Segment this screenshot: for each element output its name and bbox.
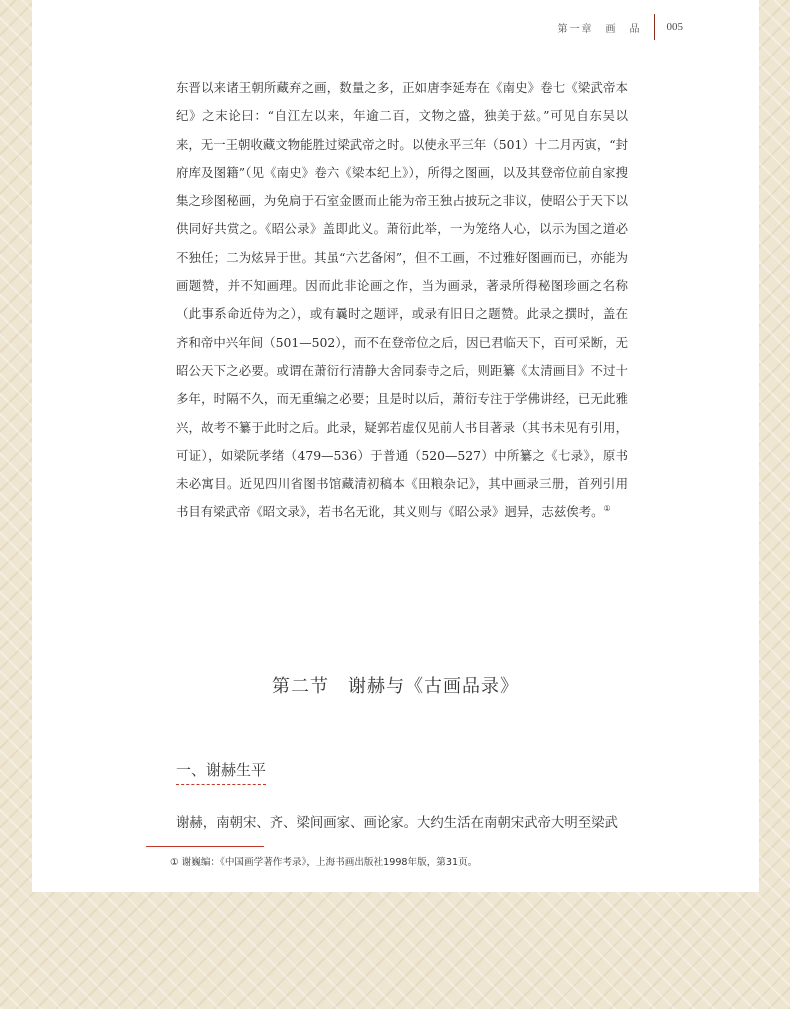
running-header: [558, 14, 684, 40]
footnote: ① 谢巍编：《中国画学著作考录》，上海书画出版社1998年版，第31页。: [170, 857, 478, 868]
body-paragraph-text: 东晋以来诸王朝所藏弃之画，数量之多，正如唐李延寿在《南史》卷七《梁武帝本纪》之末论曰：“自江左以来，年逾二百，文物之盛，独美于兹。”可见自东吴以来，无一王朝收藏文物能胜过梁武帝之时。以使永平三年（501）十二月丙寅，“封府库及图籍”（见《南史》卷六《梁本纪上》），所得之图画，以及其登帝位前自家搜集之珍图秘画，为免扃于石室金匮而止能为帝王独占披玩之非议，使昭公于天下以供同好共赏之。《昭公录》盖即此义。萧衍此举，一为笼络人心，以示为国之道必不独任；二为炫异于世。其虽“六艺备闲”，但不工画，不过雅好图画而已，亦能为画题赞，并不知画理。因而此非论画之作，当为画录，著录所得秘图珍画之名称（此事系命近侍为之），或有曩时之题评，或录有旧日之题赞。此录之撰时，盖在齐和帝中兴年间（501—502），而不在登帝位之后，因已君临天下，百可采断，无昭公天下之必要。或谓在萧衍行清静大舍同泰寺之后，则距纂《太清画目》不过十多年，时隔不久，而无重编之必要；且是时以后，萧衍专注于学佛讲经，已无此雅兴，故考不纂于此时之后。此录，疑郭若虚仅见前人书目著录（其书未见有引用，可证），如梁阮孝绪（479—536）于普通（520—527）中所纂之《七录》，原书未必寓目。近见四川省图书馆藏清初稿本《田粮杂记》，其中画录三册，首列引用书目有梁武帝《昭文录》，若书名无讹，其义则与《昭公录》迥异，志兹俟考。: [176, 80, 628, 520]
book-page: [32, 0, 759, 892]
paragraph-2: 谢赫，南朝宋、齐、梁间画家、画论家。大约生活在南朝宋武帝大明至梁武: [176, 816, 618, 831]
footnote-marker: ①: [603, 504, 611, 514]
page-number: 005: [666, 21, 683, 33]
footnote-divider: [146, 846, 264, 847]
header-divider: [654, 14, 655, 40]
chapter-title: 第一章 画 品: [557, 23, 642, 35]
body-paragraph: [176, 74, 628, 527]
subsection-title: 一、谢赫生平: [176, 759, 266, 785]
body-paragraph-container: [176, 74, 628, 527]
section-title: 第二节 谢赫与《古画品录》: [272, 676, 519, 697]
